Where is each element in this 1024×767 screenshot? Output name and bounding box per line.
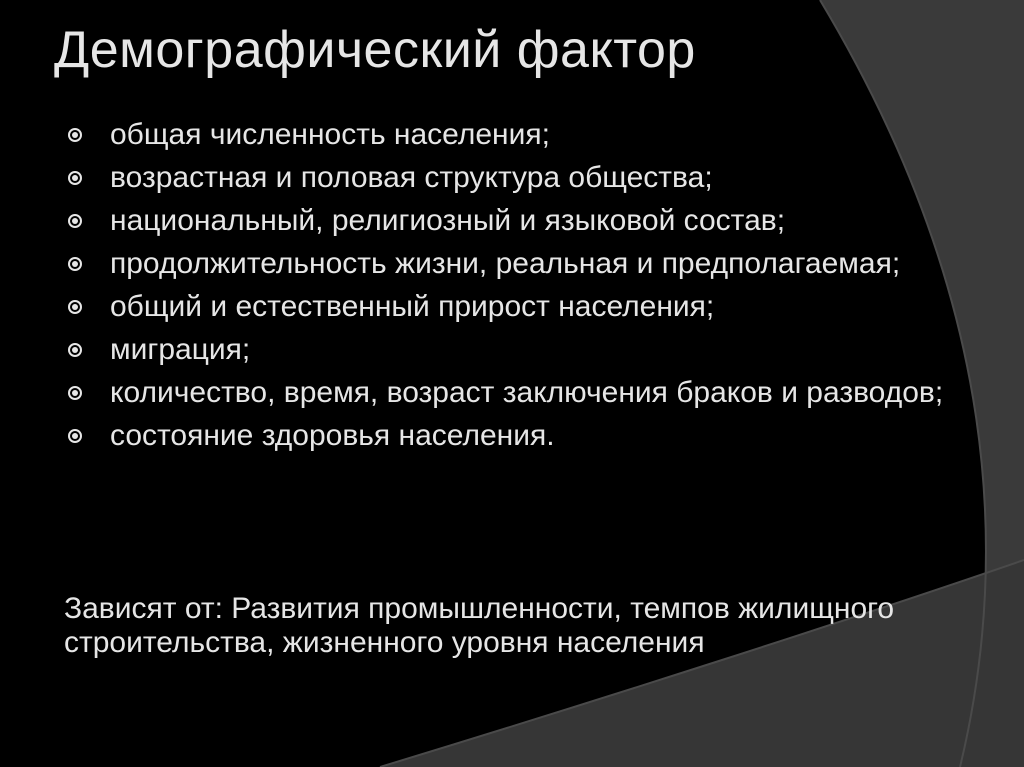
circle-bullet-icon xyxy=(68,257,82,271)
circle-bullet-icon xyxy=(68,300,82,314)
bullet-item xyxy=(68,376,968,410)
bullet-text: общая численность населения; xyxy=(110,118,550,151)
bullet-text: национальный, религиозный и языковой состав; xyxy=(110,204,786,237)
bullet-text: общий и естественный прирост населения; xyxy=(110,290,715,323)
bullet-item xyxy=(68,247,968,281)
bullet-item xyxy=(68,333,968,367)
bullet-item xyxy=(68,290,968,324)
circle-bullet-icon xyxy=(68,214,82,228)
bullet-item xyxy=(68,118,968,152)
bullet-text: состояние здоровья населения. xyxy=(110,419,555,452)
circle-bullet-icon xyxy=(68,171,82,185)
bullet-item xyxy=(68,204,968,238)
bullet-item xyxy=(68,161,968,195)
bullet-list xyxy=(68,118,968,462)
dependency-note: Зависят от: Развития промышленности, темпов жилищного строительства, жизненного уровня населения xyxy=(64,592,895,659)
circle-bullet-icon xyxy=(68,429,82,443)
circle-bullet-icon xyxy=(68,386,82,400)
bullet-text: возрастная и половая структура общества; xyxy=(110,161,713,194)
bullet-text: количество, время, возраст заключения браков и разводов; xyxy=(110,376,944,409)
bullet-text: продолжительность жизни, реальная и предполагаемая; xyxy=(110,247,901,280)
circle-bullet-icon xyxy=(68,128,82,142)
bullet-text: миграция; xyxy=(110,333,251,366)
bullet-item xyxy=(68,419,968,453)
circle-bullet-icon xyxy=(68,343,82,357)
slide-title: Демографический фактор xyxy=(54,21,696,79)
